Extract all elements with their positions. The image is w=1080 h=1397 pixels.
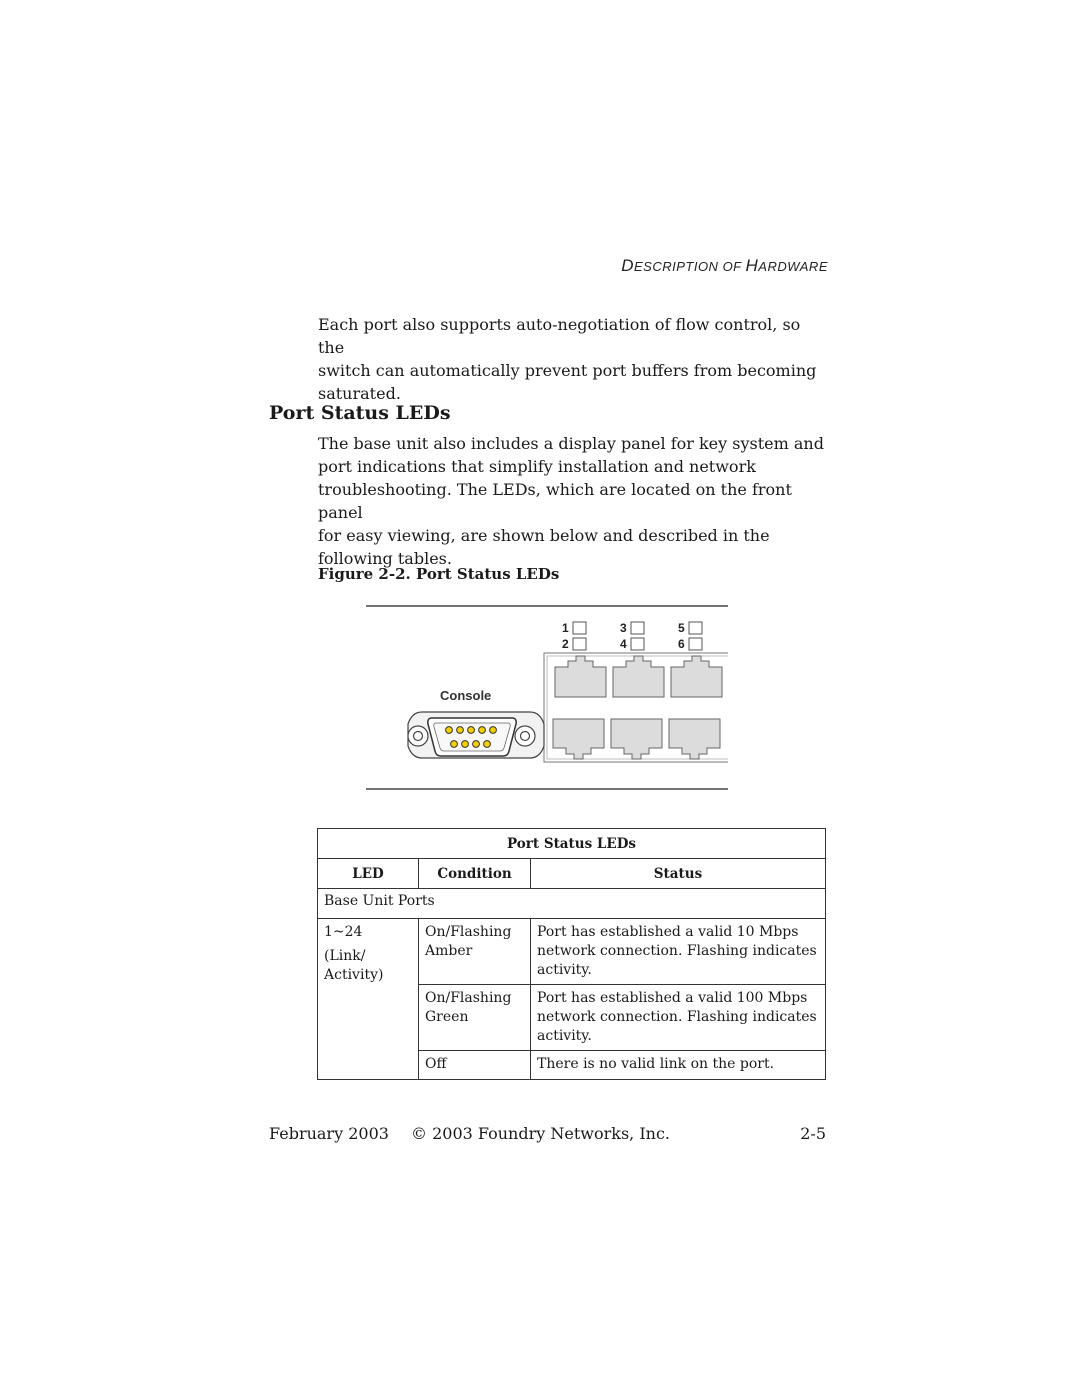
- rj45-port: [611, 719, 662, 759]
- cell-line: network connection. Flashing indicates: [537, 943, 817, 959]
- status-cell: [531, 919, 826, 985]
- rj45-port: [555, 656, 606, 697]
- column-header: Status: [531, 859, 826, 889]
- table-row: [318, 919, 826, 985]
- condition-cell: [419, 919, 531, 985]
- led-indicator: [689, 638, 702, 650]
- footer-copyright: © 2003 Foundry Networks, Inc.: [411, 1124, 670, 1143]
- column-header: LED: [318, 859, 419, 889]
- led-number-label: 3: [620, 621, 627, 635]
- rj45-port: [553, 719, 604, 759]
- connector-pin: [468, 727, 475, 734]
- table-title-row: [318, 829, 826, 859]
- port-status-figure: [366, 600, 728, 796]
- front-panel-illustration: [366, 600, 728, 796]
- rj45-port: [671, 656, 722, 697]
- rj45-port: [669, 719, 720, 759]
- running-header-part: HARDWARE: [745, 256, 828, 275]
- connector-pin: [462, 741, 469, 748]
- condition-cell: [419, 1051, 531, 1080]
- cell-line: On/Flashing: [425, 924, 512, 940]
- cell-line: Amber: [425, 943, 473, 959]
- connector-pin: [484, 741, 491, 748]
- led-number-label: 6: [678, 637, 685, 651]
- cell-line: network connection. Flashing indicates: [537, 1009, 817, 1025]
- table-header-row: [318, 859, 826, 889]
- cell-line: On/Flashing: [425, 990, 512, 1006]
- paragraph-line: switch can automatically prevent port buffers from becoming: [318, 361, 817, 380]
- led-indicator: [631, 622, 644, 634]
- cell-line: activity.: [537, 962, 592, 978]
- cell-line: 1~24: [324, 924, 363, 940]
- led-indicator: [573, 638, 586, 650]
- cell-line: Green: [425, 1009, 469, 1025]
- footer-date: February 2003: [269, 1124, 389, 1143]
- led-number-label: 1: [562, 621, 569, 635]
- connector-pin: [451, 741, 458, 748]
- intro-paragraph: [318, 313, 828, 405]
- paragraph-line: following tables.: [318, 549, 452, 568]
- table-group-row: [318, 889, 826, 919]
- led-number-label: 5: [678, 621, 685, 635]
- status-cell: [531, 985, 826, 1051]
- led-indicator: [631, 638, 644, 650]
- led-number-label: 4: [620, 637, 627, 651]
- status-cell: [531, 1051, 826, 1080]
- led-cell: [318, 919, 419, 1080]
- cell-line: Port has established a valid 10 Mbps: [537, 924, 799, 940]
- cell-line: Port has established a valid 100 Mbps: [537, 990, 808, 1006]
- led-indicator: [689, 622, 702, 634]
- paragraph-line: saturated.: [318, 384, 401, 403]
- section-paragraph: [318, 432, 828, 570]
- connector-pin: [479, 727, 486, 734]
- running-header-part: OF: [722, 259, 746, 274]
- cell-line: Activity): [324, 967, 384, 983]
- paragraph-line: The base unit also includes a display panel for key system and: [318, 434, 824, 453]
- group-label: Base Unit Ports: [318, 889, 826, 919]
- page-number: 2-5: [800, 1124, 826, 1143]
- paragraph-line: Each port also supports auto-negotiation of flow control, so the: [318, 315, 801, 357]
- table-title: Port Status LEDs: [318, 829, 826, 859]
- condition-cell: [419, 985, 531, 1051]
- connector-pin: [446, 727, 453, 734]
- running-header-part: DESCRIPTION: [621, 256, 723, 275]
- rj45-port: [613, 656, 664, 697]
- connector-pin: [457, 727, 464, 734]
- cell-line: activity.: [537, 1028, 592, 1044]
- running-header: [540, 256, 828, 276]
- console-connector: [408, 712, 544, 758]
- section-title: Port Status LEDs: [269, 402, 451, 424]
- paragraph-line: troubleshooting. The LEDs, which are located on the front panel: [318, 480, 792, 522]
- column-header: Condition: [419, 859, 531, 889]
- figure-caption: Figure 2-2. Port Status LEDs: [318, 565, 560, 583]
- paragraph-line: for easy viewing, are shown below and described in the: [318, 526, 770, 545]
- console-label: Console: [440, 688, 492, 703]
- connector-pin: [490, 727, 497, 734]
- cell-line: (Link/: [324, 948, 366, 964]
- connector-pin: [473, 741, 480, 748]
- cell-line: There is no valid link on the port.: [537, 1056, 775, 1072]
- cell-line: Off: [425, 1056, 447, 1072]
- port-status-leds-table: [317, 828, 826, 1080]
- led-indicator: [573, 622, 586, 634]
- paragraph-line: port indications that simplify installation and network: [318, 457, 756, 476]
- led-number-label: 2: [562, 637, 569, 651]
